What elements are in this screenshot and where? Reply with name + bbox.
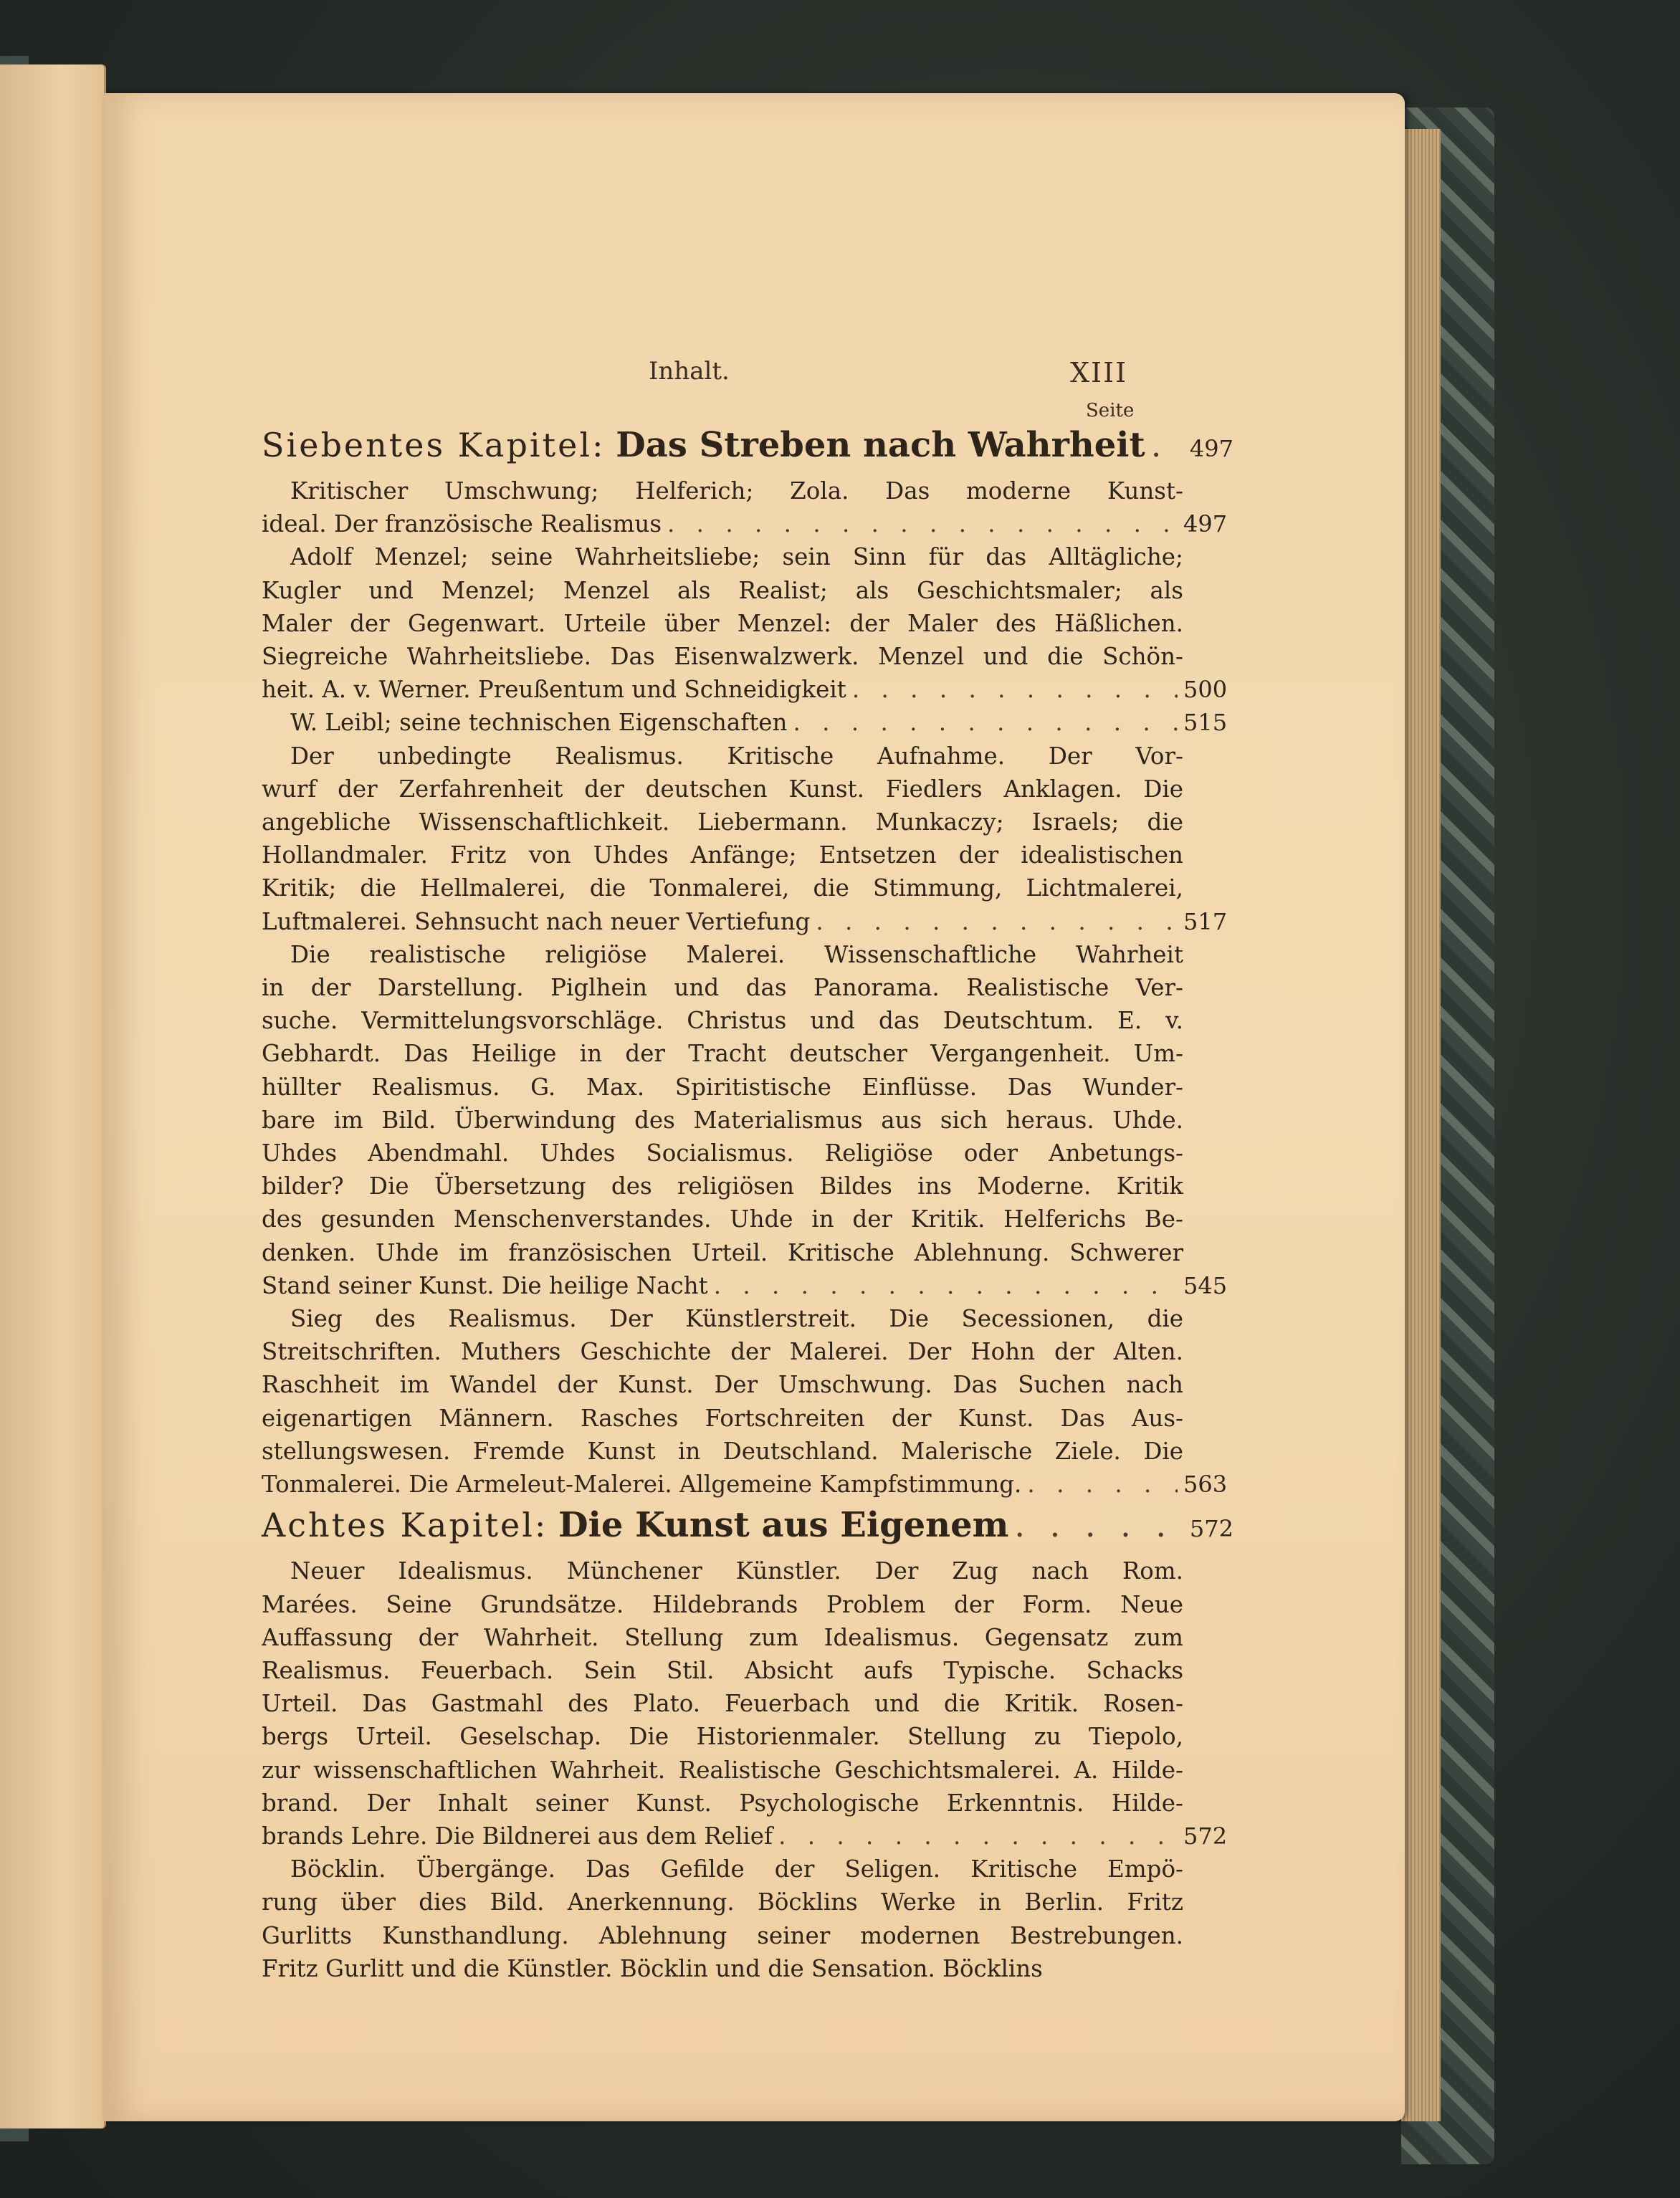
entry-line: Realismus. Feuerbach. Sein Stil. Absicht aufs Typische. Schacks [262,1656,1183,1684]
chapter-sections [262,1554,1233,1985]
entry-line: bilder? Die Übersetzung des religiösen Bildes ins Moderne. Kritik [262,1172,1183,1200]
entry-line-text: Luftmalerei. Sehnsucht nach neuer Vertiefung [262,907,811,935]
dot-leader [714,1269,1178,1302]
entry-line: stellungswesen. Fremde Kunst in Deutschland. Malerische Ziele. Die [262,1437,1183,1465]
entry-page: 517 [1183,907,1228,935]
entry-line-text: brands Lehre. Die Bildnerei aus dem Relief [262,1822,773,1850]
entry-line [262,507,1233,540]
entry-line: Maler der Gegenwart. Urteile über Menzel: der Maler des Häßlichen. [262,609,1183,637]
toc-entry [262,1853,1233,1985]
entry-line [262,706,1233,739]
entry-page: 497 [1183,510,1228,538]
entry-line: Adolf Menzel; seine Wahrheitsliebe; sein Sinn für das Alltägliche; [290,543,1183,571]
entry-line: Uhdes Abendmahl. Uhdes Socialismus. Religiöse oder Anbetungs- [262,1139,1183,1167]
entry-page: 572 [1183,1822,1228,1850]
toc-entry [262,540,1233,706]
entry-line: Kritischer Umschwung; Helferich; Zola. Das moderne Kunst- [290,477,1183,505]
dot-leader [1027,1468,1178,1501]
entry-line: Gurlitts Kunsthandlung. Ablehnung seiner modernen Bestrebungen. [262,1921,1183,1949]
table-of-contents [262,419,1233,1985]
entry-line: des gesunden Menschenverstandes. Uhde in der Kritik. Helferichs Be- [262,1205,1183,1233]
entry-page: 500 [1183,676,1228,704]
entry-line: Gebhardt. Das Heilige in der Tracht deutscher Vergangenheit. Um- [262,1040,1183,1068]
page-number: XIII [1070,357,1128,388]
dot-leader [667,507,1178,540]
chapter-page: 497 [1189,435,1233,462]
chapter-label: Siebentes Kapitel: [262,426,606,464]
toc-entry [262,1554,1233,1853]
entry-page: 545 [1183,1271,1228,1299]
dot-leader [852,673,1178,706]
entry-line: zur wissenschaftlichen Wahrheit. Realistische Geschichtsmalerei. A. Hilde- [262,1756,1183,1784]
entry-line: bare im Bild. Überwindung des Materialismus aus sich heraus. Uhde. [262,1106,1183,1134]
entry-line: denken. Uhde im französischen Urteil. Kritische Ablehnung. Schwerer [262,1238,1183,1266]
chapter-heading [262,1504,1233,1550]
running-head [104,357,1405,393]
entry-line: Fritz Gurlitt und die Künstler. Böcklin und die Sensation. Böcklins [262,1954,1043,1982]
entry-line: bergs Urteil. Geselschap. Die Historienmaler. Stellung zu Tiepolo, [262,1723,1183,1751]
entry-line-text: Tonmalerei. Die Armeleut-Malerei. Allgemeine Kampfstimmung. [262,1471,1022,1499]
entry-line: Marées. Seine Grundsätze. Hildebrands Problem der Form. Neue [262,1590,1183,1618]
entry-line: Kritik; die Hellmalerei, die Tonmalerei, die Stimmung, Lichtmalerei, [262,874,1183,902]
dot-leader [793,706,1178,739]
entry-line: Neuer Idealismus. Münchener Künstler. Der Zug nach Rom. [290,1557,1183,1585]
left-page-edge [0,64,106,2128]
entry-line: Urteil. Das Gastmahl des Plato. Feuerbach und die Kritik. Rosen- [262,1690,1183,1718]
entry-line [262,1468,1233,1501]
entry-line: Kugler und Menzel; Menzel als Realist; als Geschichtsmaler; als [262,576,1183,604]
page-stack-edges [1401,129,1441,2121]
entry-line: Raschheit im Wandel der Kunst. Der Umschwung. Das Suchen nach [262,1371,1183,1399]
seite-label: Seite [1086,400,1135,421]
entry-line: in der Darstellung. Piglhein und das Panorama. Realistische Ver- [262,974,1183,1002]
chapter-page: 572 [1189,1515,1233,1543]
entry-page: 515 [1183,709,1228,737]
entry-line [262,905,1233,938]
entry-line [262,1820,1233,1853]
chapter-title: Die Kunst aus Eigenem [558,1505,1009,1546]
toc-entry [262,740,1233,938]
entry-line: Hollandmaler. Fritz von Uhdes Anfänge; Entsetzen der idealistischen [262,841,1183,869]
entry-line: Auffassung der Wahrheit. Stellung zum Idealismus. Gegensatz zum [262,1623,1183,1651]
book-page [104,93,1405,2121]
toc-entry [262,706,1233,739]
chapter-label: Achtes Kapitel: [262,1506,548,1545]
entry-line: wurf der Zerfahrenheit der deutschen Kunst. Fiedlers Anklagen. Die [262,775,1183,803]
dot-leader [1151,424,1178,467]
toc-entry [262,474,1233,540]
entry-line-text: Stand seiner Kunst. Die heilige Nacht [262,1271,708,1299]
entry-line: suche. Vermittelungsvorschläge. Christus und das Deutschtum. E. v. [262,1007,1183,1035]
running-title: Inhalt. [649,357,730,386]
toc-entry [262,938,1233,1302]
entry-line: eigenartigen Männern. Rasches Fortschreiten der Kunst. Das Aus- [262,1404,1183,1432]
entry-line: Der unbedingte Realismus. Kritische Aufnahme. Der Vor- [290,742,1183,770]
entry-line: rung über dies Bild. Anerkennung. Böcklins Werke in Berlin. Fritz [262,1888,1183,1916]
dot-leader [778,1820,1178,1853]
entry-line: brand. Der Inhalt seiner Kunst. Psychologische Erkenntnis. Hilde- [262,1789,1183,1817]
entry-line: hüllter Realismus. G. Max. Spiritistische Einflüsse. Das Wunder- [262,1073,1183,1101]
chapter-title: Das Streben nach Wahrheit [616,425,1145,465]
entry-line: Siegreiche Wahrheitsliebe. Das Eisenwalzwerk. Menzel und die Schön- [262,643,1183,671]
chapter-sections [262,474,1233,1501]
entry-line-text: W. Leibl; seine technischen Eigenschaften [290,709,788,737]
entry-page: 563 [1183,1471,1228,1499]
entry-line [262,1269,1233,1302]
entry-line: Sieg des Realismus. Der Künstlerstreit. Die Secessionen, die [290,1305,1183,1333]
toc-entry [262,1302,1233,1501]
dot-leader [816,905,1178,938]
entry-line-text: heit. A. v. Werner. Preußentum und Schneidigkeit [262,676,846,704]
entry-line: Böcklin. Übergänge. Das Gefilde der Seligen. Kritische Empö- [290,1855,1183,1883]
chapter-heading [262,424,1233,470]
entry-line-text: ideal. Der französische Realismus [262,510,662,538]
entry-line [262,673,1233,706]
entry-line: angebliche Wissenschaftlichkeit. Liebermann. Munkaczy; Israels; die [262,808,1183,836]
entry-line: Streitschriften. Muthers Geschichte der Malerei. Der Hohn der Alten. [262,1338,1183,1366]
dot-leader [1014,1504,1178,1547]
entry-line: Die realistische religiöse Malerei. Wissenschaftliche Wahrheit [290,940,1183,968]
